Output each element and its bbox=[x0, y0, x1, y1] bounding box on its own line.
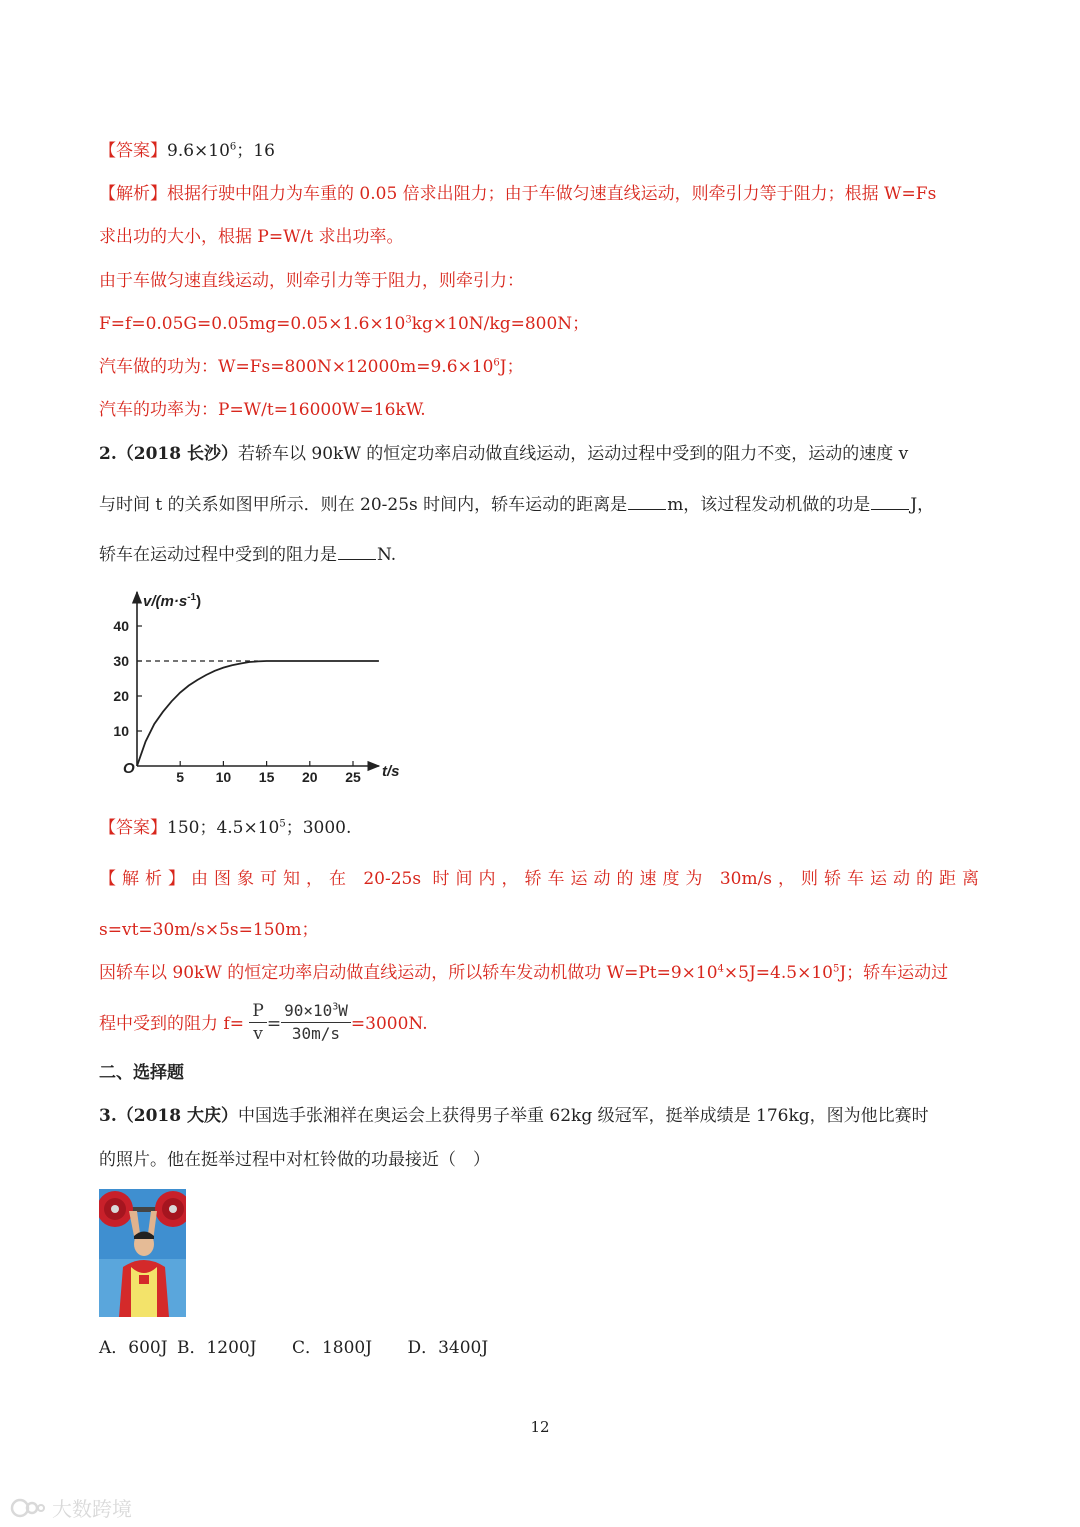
q1-answer: 【答案】$9.6\times 10^6$；16 bbox=[99, 141, 275, 161]
q2-analysis-line-1: 【解析】由图象可知，在 20-25s 时间内，轿车运动的速度为 30m/s，则轿车运动的距离 bbox=[99, 869, 979, 889]
q1-analysis-line-3: 由于车做匀速直线运动，则牵引力等于阻力，则牵引力： bbox=[99, 271, 524, 291]
answer-blank bbox=[628, 493, 666, 510]
option-c: C．1800J bbox=[291, 1338, 373, 1358]
watermark bbox=[10, 1493, 132, 1522]
option-d: D．3400J bbox=[407, 1338, 489, 1358]
q2-stem-line-2: 与时间 t 的关系如图甲所示．则在 20-25s 时间内，轿车运动的距离是 m，该过程发动机做的功是 J， bbox=[99, 495, 935, 515]
y-tick-label: 20 bbox=[113, 688, 129, 704]
x-tick-label: 20 bbox=[302, 769, 318, 785]
q2-analysis-line-3: 因轿车以 90kW 的恒定功率启动做直线运动，所以轿车发动机做功 $W=Pt=9\times 10^4\times 5J=4.5\times 10^5J$；轿车运动过 bbox=[99, 963, 949, 983]
fraction-power-over-speed: $\frac{90\times 10^3W}{30m/s}$ bbox=[281, 1000, 351, 1045]
x-tick-label: 15 bbox=[258, 769, 275, 785]
section-title: 二、选择题 bbox=[99, 1063, 184, 1083]
question-source: （2018 大庆） bbox=[116, 1106, 238, 1126]
q1-analysis-line-6: 汽车的功率为：P=W/t=16000W=16kW. bbox=[99, 400, 426, 420]
question-number: 2. bbox=[99, 444, 117, 464]
velocity-curve bbox=[137, 661, 379, 766]
watermark-logo-icon bbox=[10, 1496, 46, 1520]
answer-blank bbox=[338, 543, 376, 560]
q2-analysis-line-4: 程中受到的阻力 f= $\frac{P}{v}$ = $\frac{90\times 10^3W}{30m/s}$ =3000N. bbox=[99, 1001, 428, 1044]
question-number: 3. bbox=[99, 1106, 117, 1126]
q1-analysis-line-4: $F=f=0.05G=0.05mg=0.05\times 1.6\times 10^3kg\times 10N/kg=800N$； bbox=[99, 314, 590, 334]
origin-label: O bbox=[123, 760, 135, 777]
answer-blank bbox=[871, 493, 909, 510]
y-axis-label: $v/(m\cdot s^{-1})$ bbox=[143, 592, 202, 610]
question-source: （2018 长沙） bbox=[116, 444, 238, 464]
x-tick-label: 10 bbox=[215, 769, 232, 785]
q3-options bbox=[99, 1336, 989, 1360]
x-axis-label: t/s bbox=[382, 763, 400, 780]
x-tick-label: 25 bbox=[345, 769, 361, 785]
analysis-tag: 【解析】 bbox=[99, 184, 167, 204]
y-tick-label: 30 bbox=[113, 653, 129, 669]
q1-analysis-line-5: 汽车做的功为：$W=Fs=800N\times 12000m=9.6\times 10^6J$； bbox=[99, 357, 524, 377]
velocity-time-chart bbox=[95, 586, 415, 786]
weightlifter-photo bbox=[99, 1189, 186, 1317]
q2-stem-line-3: 轿车在运动过程中受到的阻力是 N. bbox=[99, 545, 397, 565]
answer-tag: 【答案】 bbox=[99, 818, 167, 838]
y-tick-label: 40 bbox=[113, 618, 129, 634]
answer-tag: 【答案】 bbox=[99, 141, 167, 161]
q2-stem-line-1: 2.（2018 长沙）若轿车以 90kW 的恒定功率启动做直线运动，运动过程中受到的阻力不变，运动的速度 v bbox=[99, 444, 909, 464]
q2-analysis-line-2: s=vt=30m/s×5s=150m； bbox=[99, 920, 319, 940]
option-b: B．1200J bbox=[176, 1338, 257, 1358]
watermark-text: 大数跨境 bbox=[52, 1497, 132, 1521]
x-tick-label: 5 bbox=[176, 769, 185, 785]
y-tick-label: 10 bbox=[113, 723, 129, 739]
q2-answer: 【答案】150；$4.5\times 10^5$；3000. bbox=[99, 818, 352, 838]
q1-analysis-line-2: 求出功的大小，根据 P=W/t 求出功率。 bbox=[99, 227, 404, 247]
q1-analysis-line-1: 【解析】根据行驶中阻力为车重的 0.05 倍求出阻力；由于车做匀速直线运动，则牵引力等于阻力；根据 W=Fs bbox=[99, 184, 937, 204]
q3-stem-line-2: 的照片。他在挺举过程中对杠铃做的功最接近（ ） bbox=[99, 1150, 490, 1170]
q3-stem-line-1: 3.（2018 大庆）中国选手张湘祥在奥运会上获得男子举重 62kg 级冠军，挺举成绩是 176kg，图为他比赛时 bbox=[99, 1106, 929, 1126]
fraction-p-over-v: $\frac{P}{v}$ bbox=[249, 1000, 266, 1045]
page-number: 12 bbox=[530, 1418, 550, 1436]
analysis-tag: 【解析】 bbox=[99, 869, 191, 889]
option-a: A．600J bbox=[99, 1338, 168, 1358]
